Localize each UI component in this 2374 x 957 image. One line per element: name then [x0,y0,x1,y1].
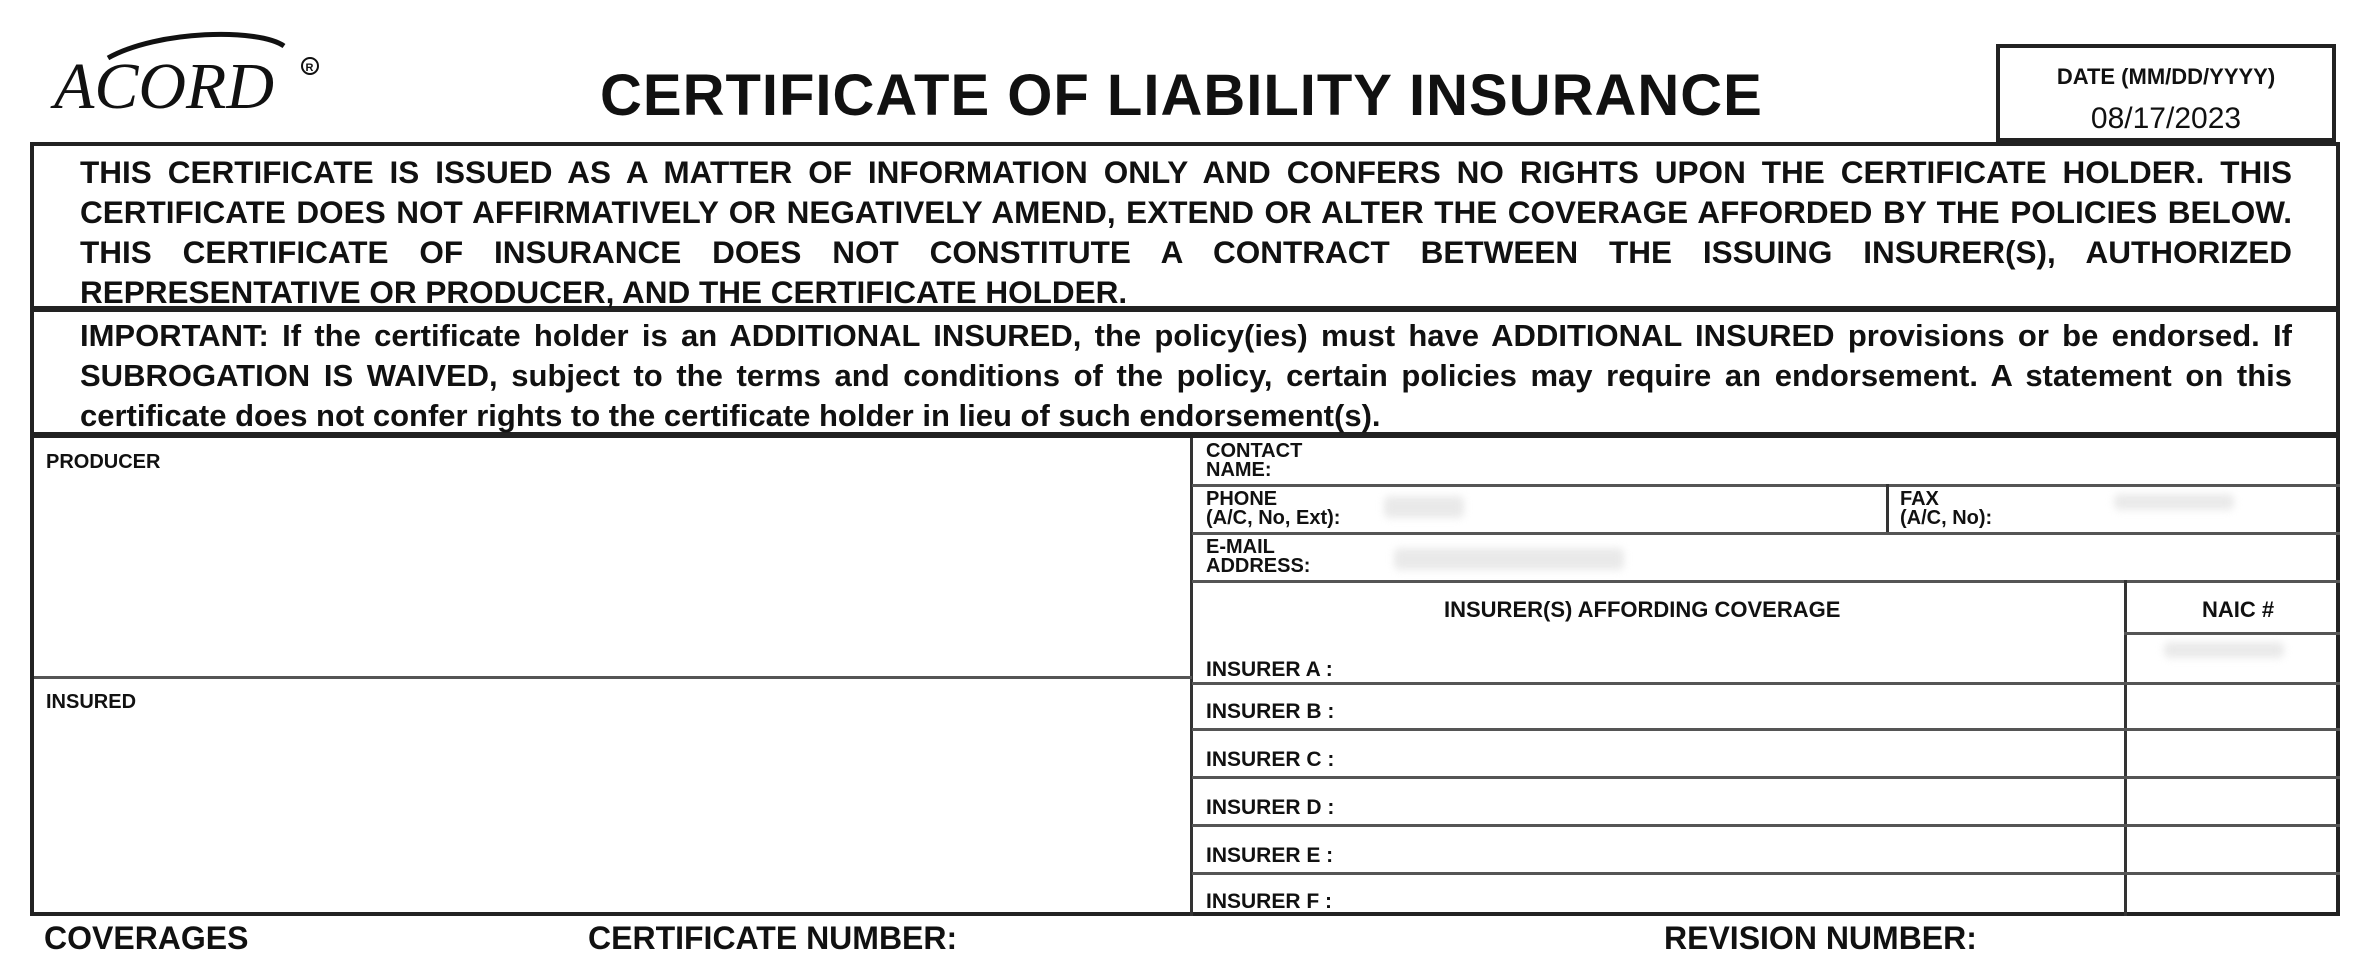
fax-label: FAX (A/C, No): [1900,488,1993,529]
email-label: E-MAIL ADDRESS: [1206,536,1311,577]
fax-redacted[interactable] [2114,494,2234,510]
certificate-number-label: CERTIFICATE NUMBER: [588,920,958,956]
insured-field[interactable] [38,718,1186,908]
logo-text: ACORD [54,50,274,123]
phone-redacted[interactable] [1384,496,1464,518]
page-title: CERTIFICATE OF LIABILITY INSURANCE [600,63,1763,128]
email-redacted[interactable] [1394,548,1624,570]
coverages-label: COVERAGES [44,920,249,956]
insurer-c-label: INSURER C : [1206,748,1335,771]
naic-a-redacted [2164,642,2284,658]
date-value[interactable]: 08/17/2023 [2090,102,2242,135]
producer-insurer-section [30,434,2340,916]
insurers-header: INSURER(S) AFFORDING COVERAGE [1444,597,1841,622]
svg-text:R: R [305,62,314,74]
insurer-d-label: INSURER D : [1206,796,1335,819]
date-label: DATE (MM/DD/YYYY) [2056,64,2276,89]
insured-label: INSURED [46,691,137,713]
producer-label: PRODUCER [46,451,161,473]
insurer-e-label: INSURER E : [1206,844,1334,867]
naic-header: NAIC # [2202,597,2275,622]
disclaimer-notice: THIS CERTIFICATE IS ISSUED AS A MATTER OF INFORMATION ONLY AND CONFERS NO RIGHTS UPON THE CERTIFICATE HOLDER. THIS CERTIFICATE DOES NOT AFFIRMATIVELY OR NEGATIVELY AMEND, EXTEND OR ALTER THE COVERAGE AFFORDED BY THE POLICIES BELOW. THIS CERTIFICATE OF INSURANCE DOES NOT CONSTITUTE A CONTRACT BETWEEN THE ISSUING INSURER(S), AUTHORIZED REPRESENTATIVE OR PRODUCER, AND THE CERTIFICATE HOLDER. [30,142,2340,310]
contact-name-label: CONTACT NAME: [1206,440,1303,481]
important-notice: IMPORTANT: If the certificate holder is an ADDITIONAL INSURED, the policy(ies) must have ADDITIONAL INSURED provisions or be endorsed. If SUBROGATION IS WAIVED, subject to the terms and conditions of the policy, certain policies may require an endorsement. A statement on this certificate does not confer rights to the certificate holder in lieu of such endorsement(s). [30,308,2340,436]
insurer-f-label: INSURER F : [1206,890,1332,913]
acord-logo [48,20,348,140]
insurer-a-label: INSURER A : [1206,658,1333,681]
insurer-b-label: INSURER B : [1206,700,1335,723]
producer-field[interactable] [38,478,1186,678]
revision-number-label: REVISION NUMBER: [1664,920,1977,956]
phone-label: PHONE (A/C, No, Ext): [1206,488,1341,529]
date-box [1996,44,2336,142]
acord-logo-graphic [48,20,348,140]
